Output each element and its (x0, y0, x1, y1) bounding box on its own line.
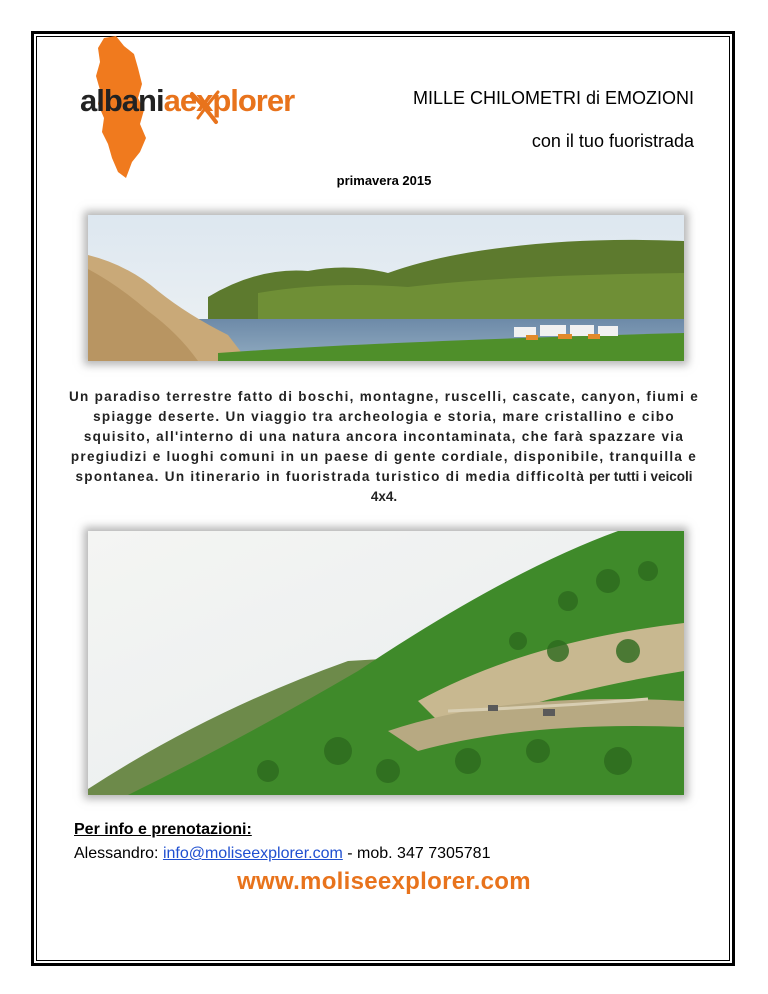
albania-explorer-logo (80, 32, 330, 182)
email-link[interactable]: info@moliseexplorer.com (162, 845, 343, 862)
trip-description (66, 387, 702, 507)
season-label: primavera 2015 (336, 173, 432, 188)
mountain-slope-photo (88, 531, 684, 795)
page-subtitle: con il tuo fuoristrada (531, 131, 694, 151)
info-booking-label: Per info e prenotazioni: (74, 821, 252, 838)
lake-landscape-photo (88, 215, 684, 361)
contact-name: Alessandro: (74, 845, 163, 862)
logo-wordmark: albaniaexplorer (80, 83, 295, 118)
contact-line (74, 845, 490, 863)
description-tail: per tutti i veicoli 4x4. (370, 469, 693, 504)
page-title: MILLE CHILOMETRI di EMOZIONI (412, 88, 694, 108)
description-main: Un paradiso terrestre fatto di boschi, montagne, ruscelli, cascate, canyon, fiumi e spiagge deserte. Un viaggio tra archeologia e storia, mare cristallino e cibo squisito, all'interno di una natura ancora incontaminata, che farà spazzare via pregiudizi e luoghi comuni in un paese di gente cordiale, disponibile, tranquilla e spontanea. Un itinerario in fuoristrada turistico di media difficoltà (68, 389, 700, 484)
website-url[interactable]: www.moliseexplorer.com (237, 868, 531, 895)
phone-number: - mob. 347 7305781 (342, 845, 491, 862)
